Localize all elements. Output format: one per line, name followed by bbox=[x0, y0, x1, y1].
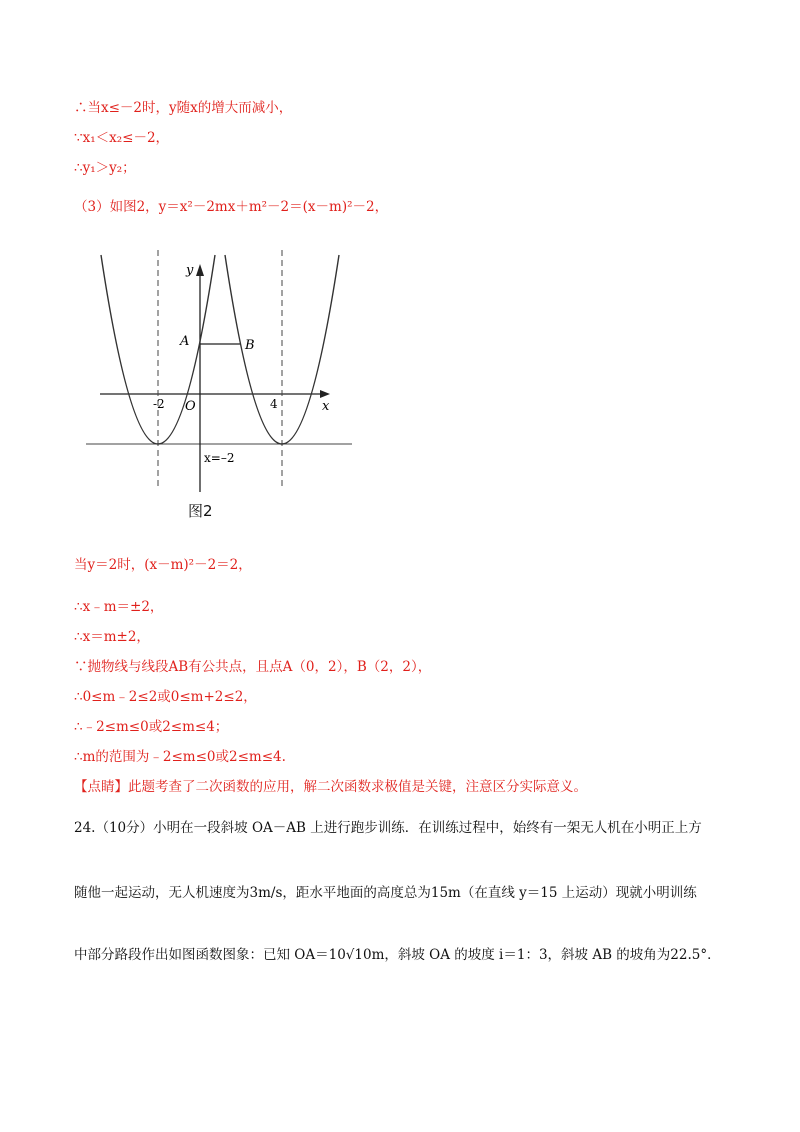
x-axis-label: x bbox=[322, 399, 330, 414]
point-b-label: B bbox=[245, 338, 255, 353]
part3-intro: （3）如图2，y＝x²－2mx＋m²－2＝(x－m)²－2， bbox=[74, 199, 389, 215]
solution-line-2: ∴x﹣m＝±2， bbox=[74, 599, 164, 615]
text-line-3: ∴y₁＞y₂； bbox=[74, 160, 136, 176]
origin-label: O bbox=[185, 399, 196, 414]
question24-line1: 24.（10分）小明在一段斜坡 OA－AB 上进行跑步训练．在训练过程中，始终有一架无人机在小明正上方 bbox=[74, 820, 702, 836]
solution-line-3: ∴x＝m±2， bbox=[74, 629, 150, 645]
question24-line3: 中部分路段作出如图函数图象：已知 OA＝10√10m，斜坡 OA 的坡度 i＝1：3，斜坡 AB 的坡角为22.5°． bbox=[74, 947, 721, 963]
solution-line-4: ∵抛物线与线段AB有公共点，且点A（0，2），B（2，2）， bbox=[74, 659, 432, 675]
tick-neg2-label: -2 bbox=[153, 397, 165, 411]
line-label: x=–2 bbox=[204, 451, 235, 465]
comment-line: 【点睛】此题考查了二次函数的应用，解二次函数求极值是关键，注意区分实际意义。 bbox=[74, 779, 587, 795]
solution-line-6: ∴﹣2≤m≤0或2≤m≤4； bbox=[74, 719, 229, 735]
text-line-2: ∵x₁＜x₂≤－2， bbox=[74, 130, 170, 146]
solution-line-1: 当y＝2时，(x－m)²－2＝2， bbox=[74, 557, 252, 573]
y-axis-label: y bbox=[186, 263, 194, 278]
text-line-1: ∴当x≤－2时，y随x的增大而减小， bbox=[74, 100, 293, 116]
x-axis-arrow bbox=[320, 390, 330, 398]
y-axis-arrow bbox=[196, 264, 204, 276]
figure-caption: 图2 bbox=[188, 502, 213, 520]
parabola-figure bbox=[86, 250, 356, 498]
solution-line-5: ∴0≤m﹣2≤2或0≤m+2≤2， bbox=[74, 689, 257, 705]
point-a-label: A bbox=[180, 334, 190, 349]
question24-line2: 随他一起运动，无人机速度为3m/s，距水平地面的高度总为15m（在直线 y＝15 上运动）现就小明训练 bbox=[74, 885, 697, 901]
tick-4-label: 4 bbox=[270, 397, 278, 411]
solution-line-7: ∴m的范围为﹣2≤m≤0或2≤m≤4. bbox=[74, 749, 286, 765]
